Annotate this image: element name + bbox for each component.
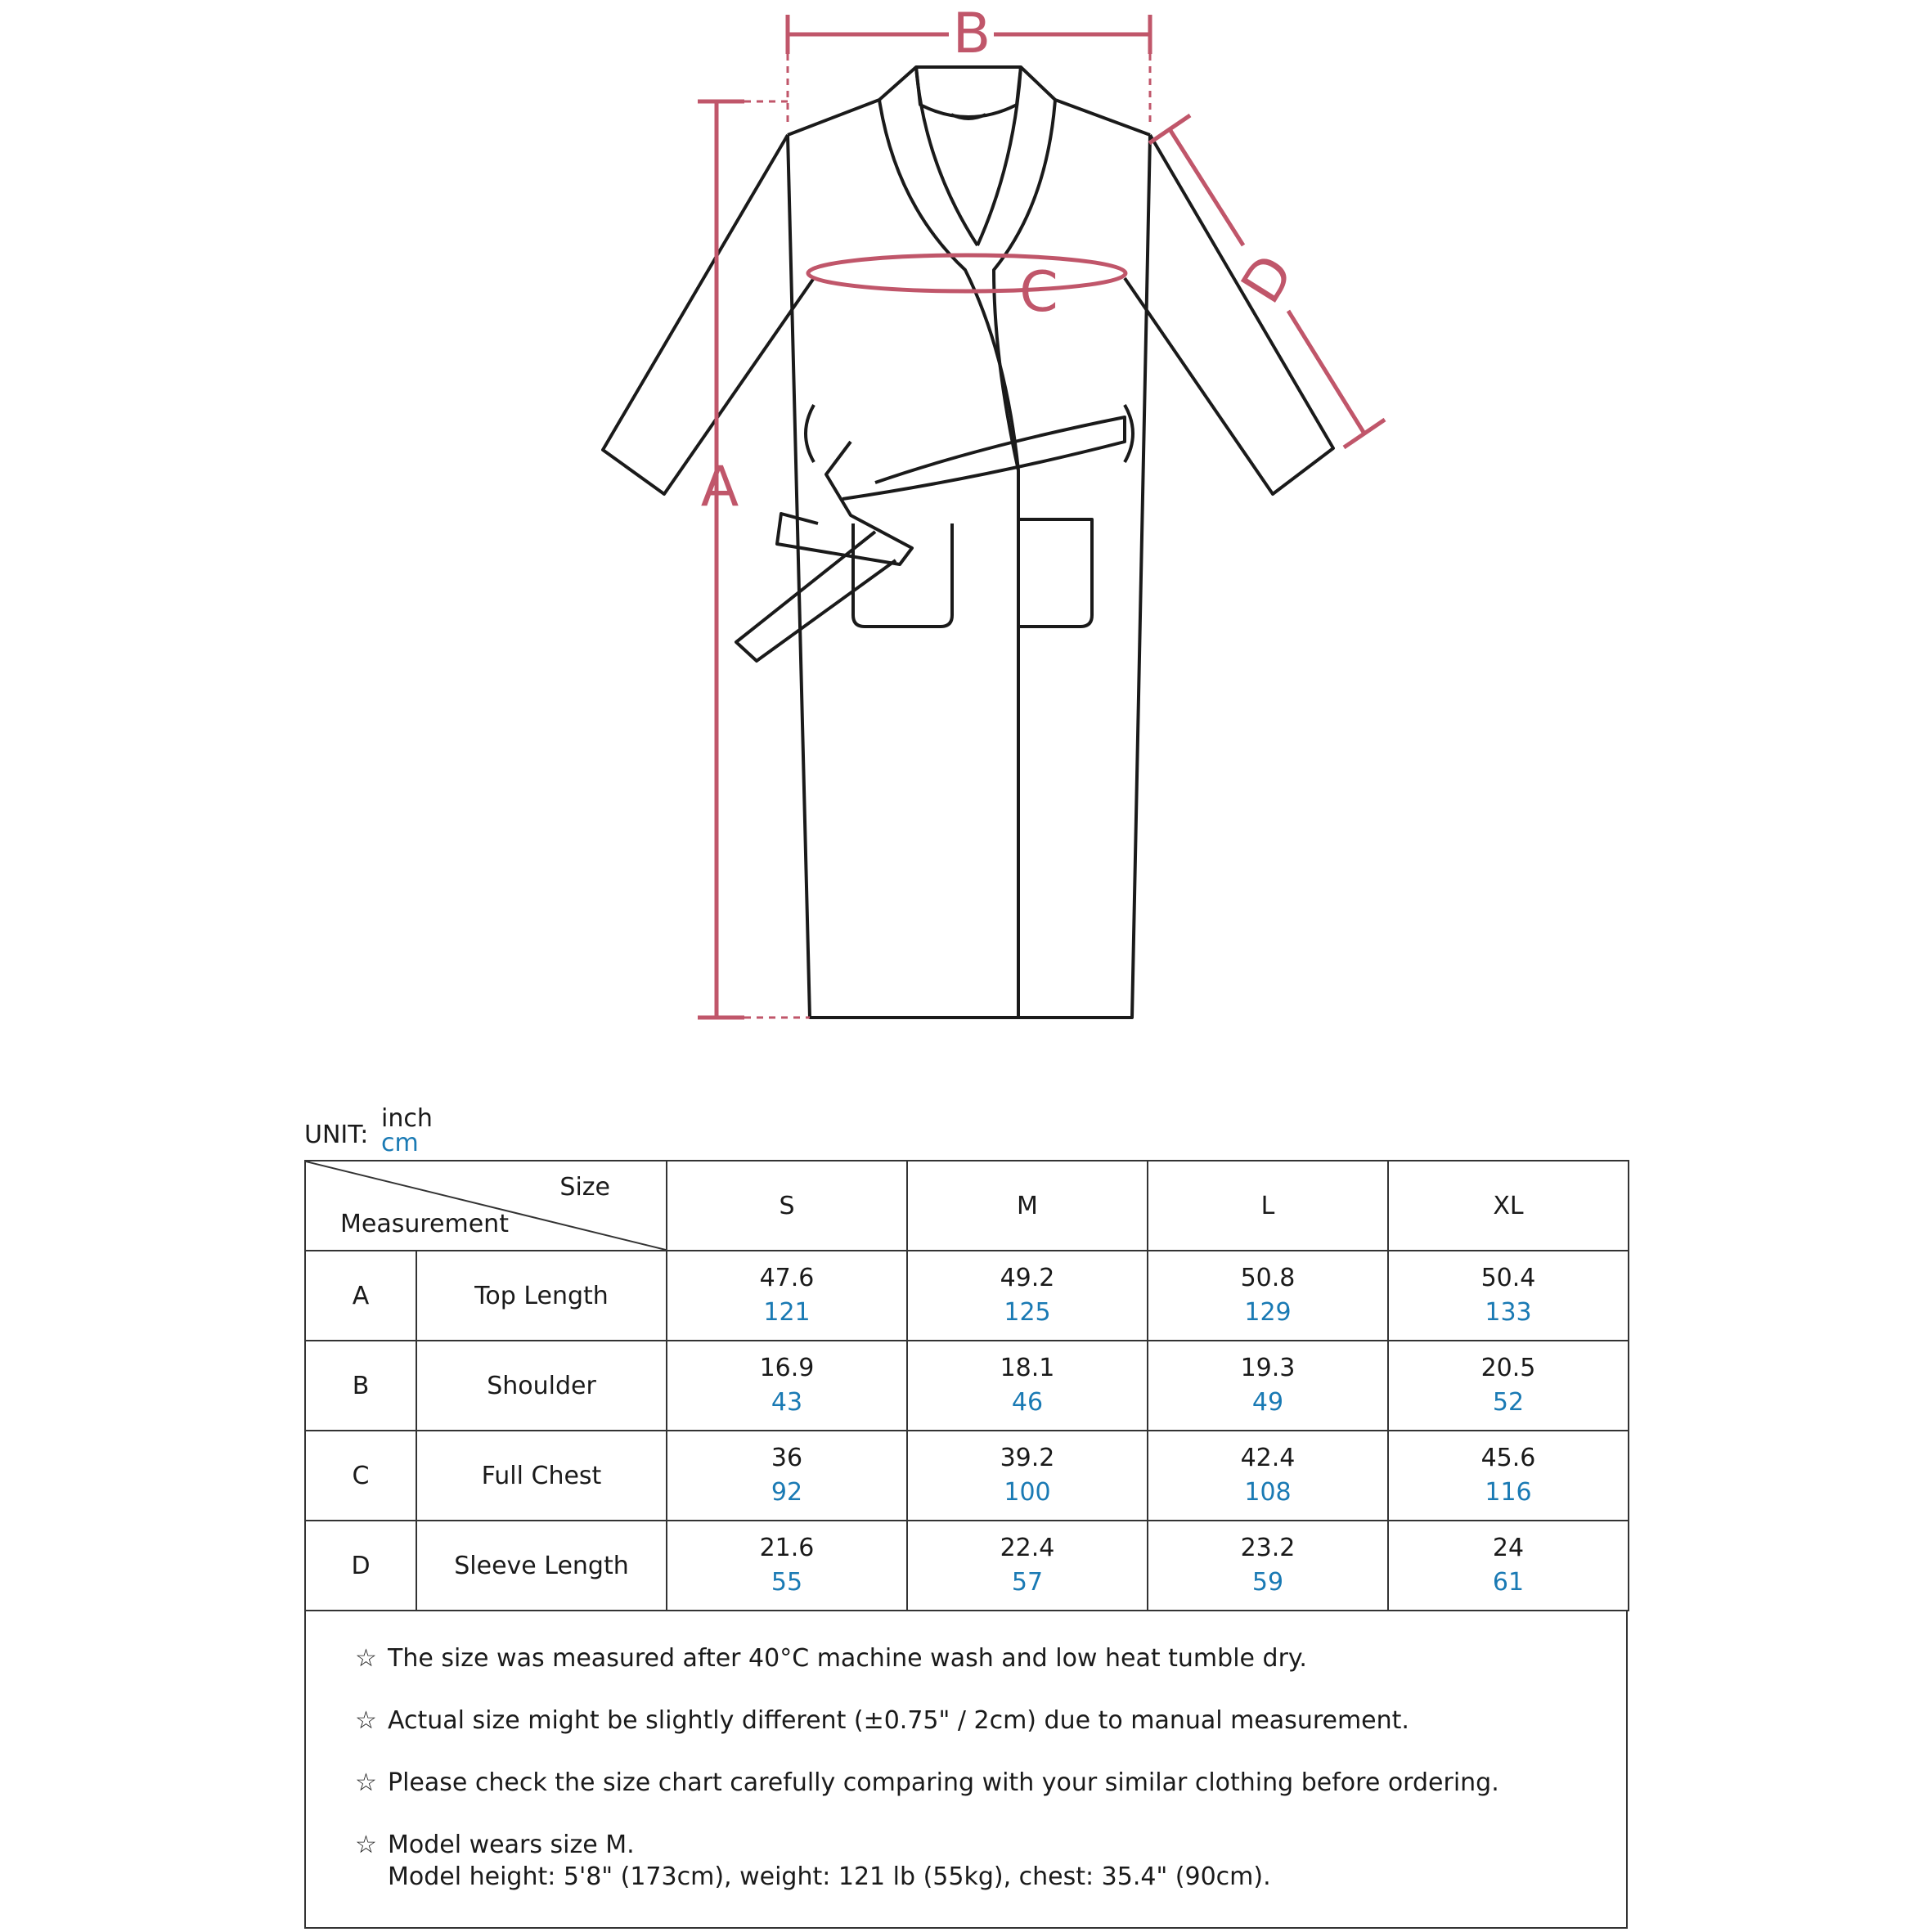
unit-cm: cm [381,1129,419,1157]
value-cm: 55 [771,1568,803,1597]
value-cm: 46 [1011,1388,1044,1417]
value-cm: 108 [1244,1478,1292,1507]
value-cm: 129 [1244,1298,1292,1327]
value-cell [667,1431,907,1521]
value-inch: 50.4 [1480,1264,1536,1292]
note-item [355,1644,1307,1673]
model-detail: Model height: 5'8" (173cm), weight: 121 lb (55kg), chest: 35.4" (90cm). [388,1862,1271,1891]
size-chart-table [304,1160,1629,1611]
notes-box [304,1610,1628,1929]
value-cell [667,1521,907,1611]
size-header-m: M [907,1161,1148,1251]
value-cell [907,1251,1148,1341]
value-inch: 19.3 [1240,1354,1296,1382]
value-inch: 47.6 [759,1264,815,1292]
value-inch: 45.6 [1480,1444,1536,1472]
note-item [355,1768,1499,1797]
size-header-xl: XL [1388,1161,1629,1251]
size-header-s: S [667,1161,907,1251]
value-inch: 36 [771,1444,803,1472]
value-inch: 16.9 [759,1354,815,1382]
measurement-code: D [305,1521,416,1611]
value-cm: 121 [763,1298,811,1327]
table-row [305,1251,1629,1341]
value-cell [1148,1341,1388,1431]
measurement-name: Full Chest [416,1431,667,1521]
dimension-lines [698,15,1385,1018]
label-a: A [700,455,739,519]
label-d: D [1229,244,1307,315]
value-cm: 57 [1011,1568,1044,1597]
table-row [305,1521,1629,1611]
size-header-l: L [1148,1161,1388,1251]
note-text: Model wears size M. [388,1831,635,1859]
note-text: The size was measured after 40°C machine wash and low heat tumble dry. [388,1644,1307,1673]
value-inch: 39.2 [1000,1444,1055,1472]
value-cell [1388,1341,1629,1431]
value-cell [907,1521,1148,1611]
value-cell [1388,1431,1629,1521]
value-cell [907,1341,1148,1431]
table-row [305,1341,1629,1431]
measurement-code: A [305,1251,416,1341]
unit-label: UNIT: [304,1121,369,1149]
corner-measurement-label: Measurement [340,1210,509,1238]
value-cm: 100 [1004,1478,1051,1507]
note-item [355,1831,1271,1891]
note-text: Actual size might be slightly different (±0.75" / 2cm) due to manual measurement. [388,1706,1409,1735]
value-cm: 61 [1492,1568,1525,1597]
note-item [355,1706,1409,1735]
value-inch: 21.6 [759,1534,815,1562]
table-corner-cell [305,1161,667,1251]
value-cm: 133 [1485,1298,1532,1327]
star-icon: ☆ [355,1831,377,1859]
corner-size-label: Size [559,1173,610,1202]
value-cm: 43 [771,1388,803,1417]
value-inch: 42.4 [1240,1444,1296,1472]
value-inch: 49.2 [1000,1264,1055,1292]
value-inch: 18.1 [1000,1354,1055,1382]
robe-outline [603,67,1333,1018]
measurement-name: Shoulder [416,1341,667,1431]
value-cell [1148,1431,1388,1521]
value-cell [1148,1251,1388,1341]
measurement-name: Top Length [416,1251,667,1341]
value-cell [1388,1521,1629,1611]
value-cm: 125 [1004,1298,1051,1327]
unit-inch: inch [381,1104,433,1133]
value-cell [1388,1251,1629,1341]
table-header-row [305,1161,1629,1251]
value-cell [1148,1521,1388,1611]
value-cell [667,1341,907,1431]
value-inch: 20.5 [1480,1354,1536,1382]
value-cell [907,1431,1148,1521]
label-c: C [1019,260,1058,325]
table-row [305,1431,1629,1521]
value-inch: 23.2 [1240,1534,1296,1562]
measurement-code: B [305,1341,416,1431]
label-b: B [952,2,991,66]
value-cm: 52 [1492,1388,1525,1417]
star-icon: ☆ [355,1768,377,1797]
value-cm: 92 [771,1478,803,1507]
measurement-name: Sleeve Length [416,1521,667,1611]
measurement-code: C [305,1431,416,1521]
value-inch: 22.4 [1000,1534,1055,1562]
value-cm: 116 [1485,1478,1532,1507]
note-text: Please check the size chart carefully comparing with your similar clothing before ordering. [388,1768,1499,1797]
value-cm: 49 [1251,1388,1284,1417]
value-inch: 24 [1492,1534,1525,1562]
star-icon: ☆ [355,1644,377,1673]
value-cm: 59 [1251,1568,1284,1597]
value-inch: 50.8 [1240,1264,1296,1292]
star-icon: ☆ [355,1706,377,1735]
value-cell [667,1251,907,1341]
